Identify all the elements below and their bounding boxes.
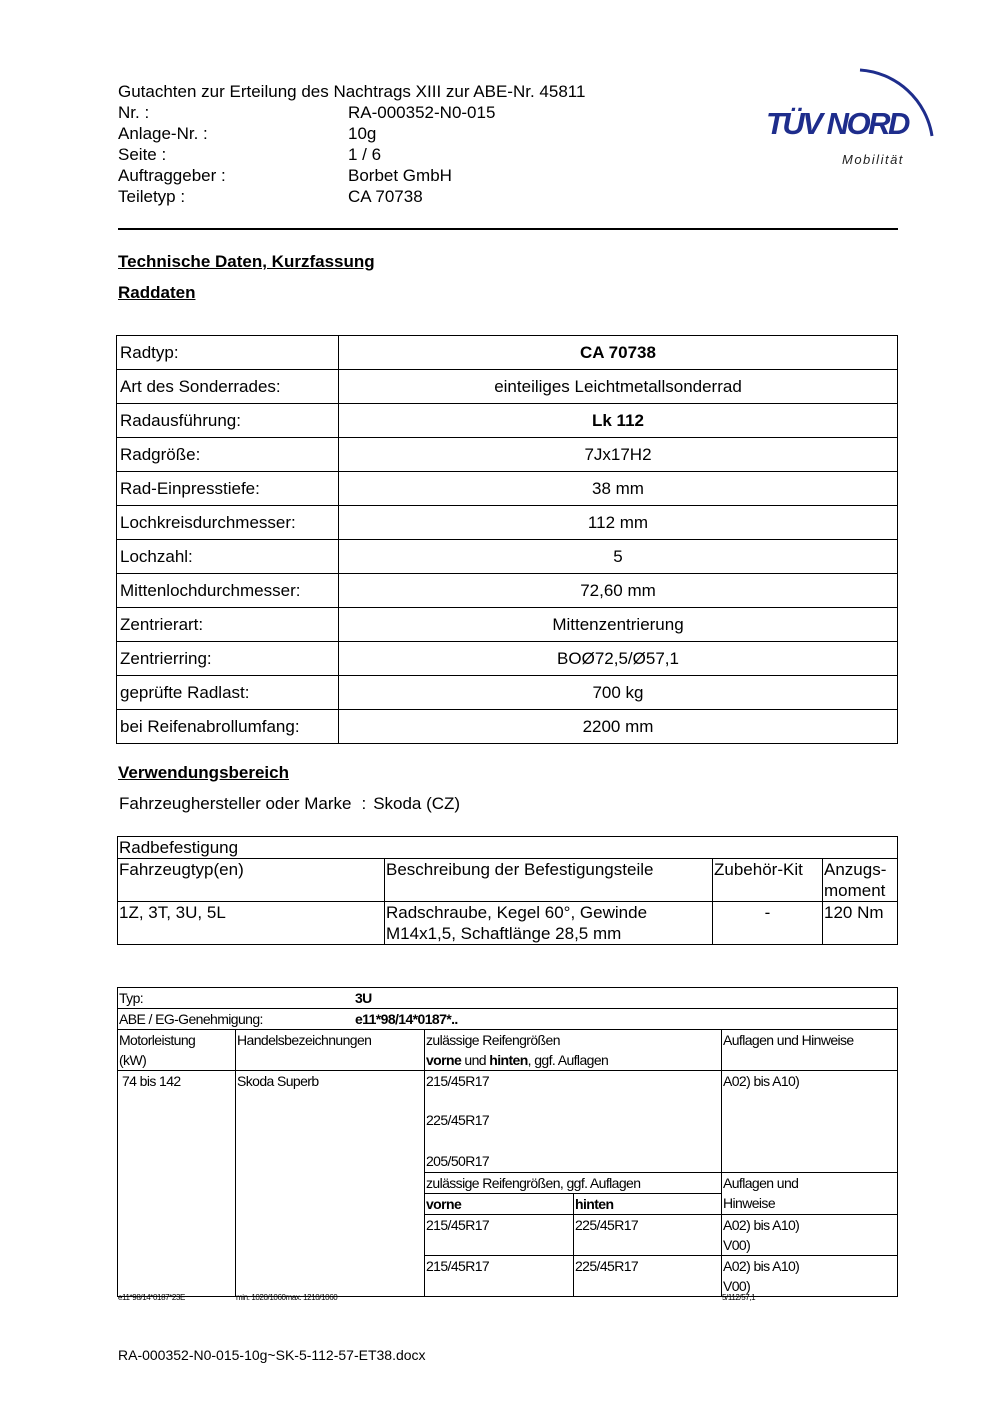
- table-row: zulässige Reifengrößen, ggf. Auflagen Auflagen und Hinweise: [118, 1173, 898, 1194]
- table-row: Rad-Einpresstiefe: 38 mm: [117, 472, 898, 506]
- table-row: 215/45R17 225/45R17 A02) bis A10) V00): [118, 1256, 898, 1297]
- typ-table: [117, 987, 898, 1297]
- table-row: bei Reifenabrollumfang: 2200 mm: [117, 710, 898, 744]
- header-row: Nr. : RA-000352-N0-015: [118, 103, 496, 122]
- table-row: 215/45R17 225/45R17 A02) bis A10) V00): [118, 1215, 898, 1256]
- table-row: 1Z, 3T, 3U, 5L Radschraube, Kegel 60°, Gewinde M14x1,5, Schaftlänge 28,5 mm - 120 Nm: [118, 902, 898, 945]
- table-row: Motorleistung (kW) Handelsbezeichnungen zulässige Reifengrößen vorne und hinten, ggf. Auflagen Auflagen und Hinweise: [118, 1030, 898, 1071]
- table-row: Zentrierring: BOØ72,5/Ø57,1: [117, 642, 898, 676]
- table-row: Typ: 3U: [118, 988, 898, 1009]
- section-verwendung: Verwendungsbereich: [118, 763, 289, 782]
- table-row: Art des Sonderrades: einteiliges Leichtmetallsonderrad: [117, 370, 898, 404]
- table-row: Lochkreisdurchmesser: 112 mm: [117, 506, 898, 540]
- header-row: Seite : 1 / 6: [118, 145, 382, 164]
- document-header: [118, 81, 585, 207]
- typ-footnote-3: 5/112/57,1: [722, 1293, 756, 1302]
- table-row: 74 bis 142 Skoda Superb 215/45R17 225/45R17 205/50R17 A02) bis A10): [118, 1071, 898, 1173]
- table-row: geprüfte Radlast: 700 kg: [117, 676, 898, 710]
- table-row: ABE / EG-Genehmigung: e11*98/14*0187*..: [118, 1009, 898, 1030]
- typ-footnote-2: min. 1020/1060max. 1210/1060: [236, 1293, 338, 1302]
- table-row: Mittenlochdurchmesser: 72,60 mm: [117, 574, 898, 608]
- table-row: Radbefestigung: [118, 837, 898, 859]
- logo-sub: Mobilität: [842, 152, 904, 167]
- header-row: Teiletyp : CA 70738: [118, 187, 423, 206]
- table-row: vorne hinten: [118, 1194, 898, 1215]
- section-raddaten: Raddaten: [118, 283, 196, 302]
- hersteller-line: Fahrzeughersteller oder Marke : Skoda (CZ): [119, 794, 461, 813]
- table-row: Fahrzeugtyp(en) Beschreibung der Befestigungsteile Zubehör-Kit Anzugs- moment: [118, 859, 898, 902]
- table-row: Radausführung: Lk 112: [117, 404, 898, 438]
- header-divider: [118, 228, 898, 230]
- header-row: Auftraggeber : Borbet GmbH: [118, 166, 452, 185]
- raddaten-table: [116, 335, 898, 744]
- radbefestigung-table: [117, 836, 898, 945]
- section-tech: Technische Daten, Kurzfassung: [118, 252, 375, 271]
- table-row: Zentrierart: Mittenzentrierung: [117, 608, 898, 642]
- table-row: Lochzahl: 5: [117, 540, 898, 574]
- table-row: Radtyp: CA 70738: [117, 336, 898, 370]
- header-title: Gutachten zur Erteilung des Nachtrags XIII zur ABE-Nr. 45811: [118, 82, 586, 101]
- logo-brand: TÜV NORD: [766, 106, 908, 141]
- table-row: Radgröße: 7Jx17H2: [117, 438, 898, 472]
- typ-footnote-1: e11*98/14*0187*23E: [118, 1293, 185, 1302]
- tuev-nord-logo: [760, 58, 945, 173]
- page-footer: RA-000352-N0-015-10g~SK-5-112-57-ET38.docx: [118, 1347, 426, 1363]
- header-row: Anlage-Nr. : 10g: [118, 124, 377, 143]
